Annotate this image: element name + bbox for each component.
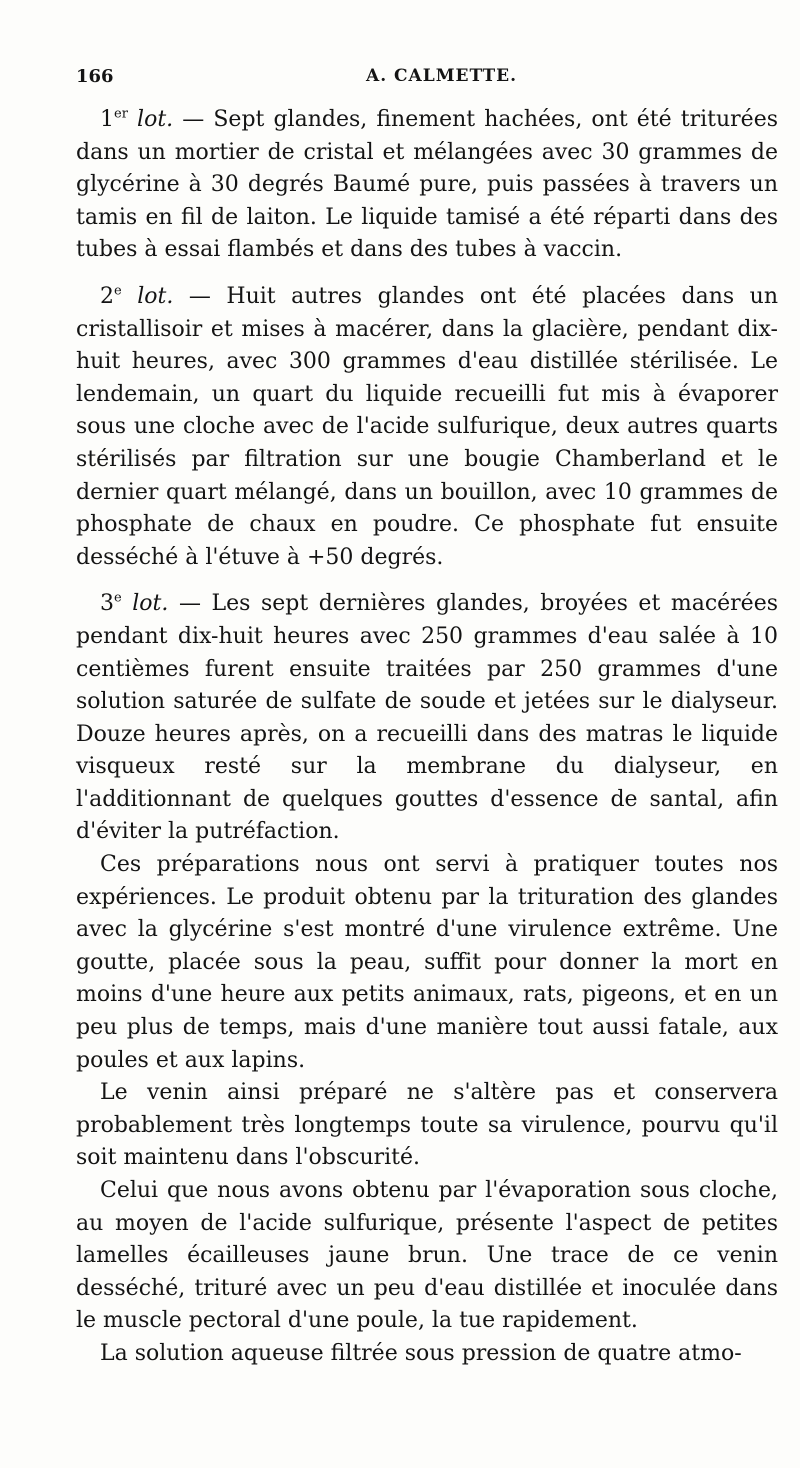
lot-number: 1: [100, 107, 114, 132]
body-text: [76, 104, 778, 1371]
lot-ordinal-suffix: e: [114, 283, 122, 299]
paragraph-evaporation: Celui que nous avons obtenu par l'évaporation sous cloche, au moyen de l'acide sulfurique, présente l'aspect de petites lamelles écailleuses jaune brun. Une trace de ce venin desséché, trituré avec un peu d'eau distillée et inoculée dans le muscle pectoral d'une poule, la tue rapidement.: [76, 1178, 778, 1334]
paragraph-venin-conservation: Le venin ainsi préparé ne s'altère pas et conservera probablement très longtemps toute sa virulence, pourvu qu'il soit maintenu dans l'obscurité.: [76, 1080, 778, 1171]
paragraph-lot-2: [76, 281, 778, 574]
paragraph-solution-aqueuse: La solution aqueuse filtrée sous pression de quatre atmo-: [100, 1340, 742, 1366]
paragraph-preparations: Ces préparations nous ont servi à pratiquer toutes nos expériences. Le produit obtenu par la trituration des glandes avec la glycérine s'est montré d'une virulence extrême. Une goutte, placée sous la peau, suffit pour donner la mort en moins d'une heure aux petits animaux, rats, pigeons, et en un peu plus de temps, mais d'une manière tout aussi fatale, aux poules et aux lapins.: [76, 852, 778, 1073]
lot-label: lot.: [137, 107, 174, 132]
lot-number: 2: [100, 283, 114, 309]
running-head: [76, 66, 776, 96]
lot-ordinal-suffix: e: [114, 590, 122, 606]
paragraph-text: — Sept glandes, finement hachées, ont été triturées dans un mortier de cristal et mélangées avec 30 grammes de glycérine à 30 degrés Baumé pure, puis passées à travers un tamis en fil de laiton. Le liquide tamisé a été réparti dans des tubes à essai flambés et dans des tubes à vaccin.: [76, 107, 779, 263]
running-head-author: A. CALMETTE.: [366, 66, 518, 86]
lot-label: lot.: [137, 283, 174, 309]
lot-label: lot.: [132, 591, 169, 617]
paragraph-lot-3: [76, 588, 778, 849]
paragraph-lot-1: [76, 104, 778, 267]
paragraph-text: — Les sept dernières glandes, broyées et macérées pendant dix-huit heures avec 250 grammes d'eau salée à 10 centièmes furent ensuite traitées par 250 grammes d'une solution saturée de sulfate de soude et jetées sur le dialyseur. Douze heures après, on a recueilli dans des matras le liquide visqueux resté sur la membrane du dialyseur, en l'additionnant de quelques gouttes d'essence de santal, afin d'éviter la putréfaction.: [76, 591, 779, 845]
lot-number: 3: [100, 591, 114, 617]
lot-ordinal-suffix: er: [114, 106, 128, 122]
page-number: 166: [76, 66, 114, 87]
paragraph-text: — Huit autres glandes ont été placées dans un cristallisoir et mises à macérer, dans la glacière, pendant dix-huit heures, avec 300 grammes d'eau distillée stérilisée. Le lendemain, un quart du liquide recueilli fut mis à évaporer sous une cloche avec de l'acide sulfurique, deux autres quarts stérilisés par filtration sur une bougie Chamberland et le dernier quart mélangé, dans un bouillon, avec 10 grammes de phosphate de chaux en poudre. Ce phosphate fut ensuite desséché à l'étuve à +50 degrés.: [76, 283, 779, 570]
